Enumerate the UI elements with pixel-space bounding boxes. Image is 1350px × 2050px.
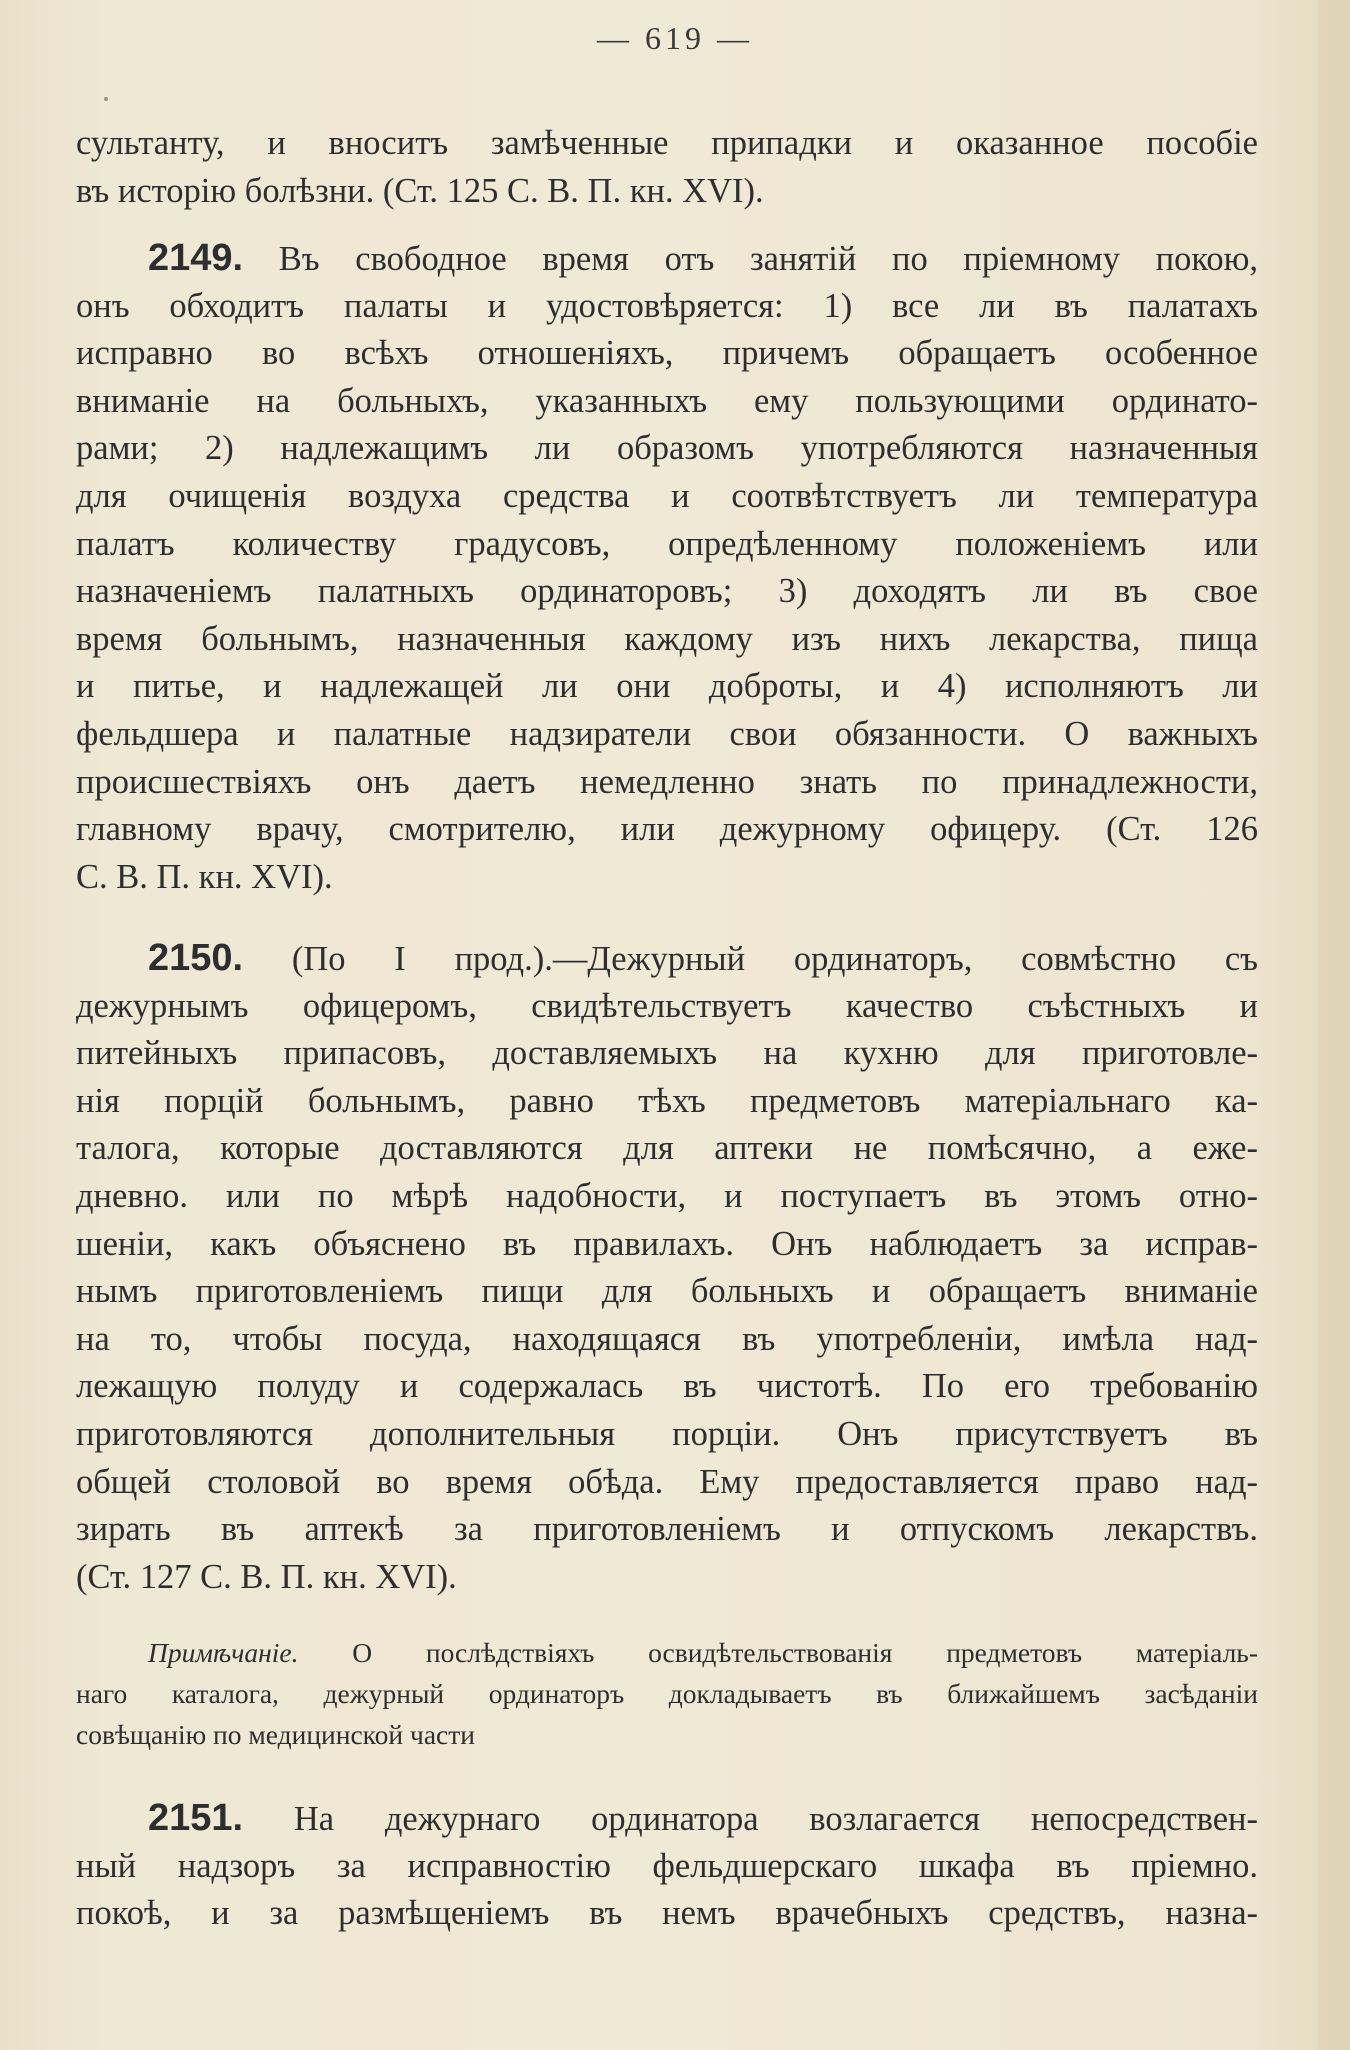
text-line: талога, которые доставляются для аптеки не помѣсячно, а еже- <box>76 1129 1258 1168</box>
text-line: С. В. П. кн. XVI). <box>76 857 333 896</box>
text-line: онъ обходитъ палаты и удостовѣряется: 1) все ли въ палатахъ <box>76 286 1258 325</box>
page-edge-shadow <box>1318 0 1350 2050</box>
lead-paragraph <box>76 120 1258 215</box>
text-line: шеніи, какъ объяснено въ правилахъ. Онъ наблюдаетъ за исправ- <box>76 1224 1258 1263</box>
text-line: происшествіяхъ онъ даетъ немедленно знать по принадлежности, <box>76 762 1258 801</box>
text-line: лежащую полуду и содержалась въ чистотѣ. По его требованію <box>76 1367 1258 1406</box>
text-fragment: (По I прод.).—Дежурный ординаторъ, совмѣстно съ <box>291 940 1258 978</box>
text-line: въ исторію болѣзни. (Ст. 125 С. В. П. кн. XVI). <box>76 171 764 210</box>
article-number: 2151. <box>148 1797 244 1839</box>
text-line: дневно. или по мѣрѣ надобности, и поступаетъ въ этомъ отно- <box>76 1176 1258 1215</box>
text-fragment: О послѣдствіяхъ освидѣтельствованія предметовъ матеріаль- <box>352 1637 1258 1668</box>
article-2151 <box>76 1795 1258 1938</box>
text-line: рами; 2) надлежащимъ ли образомъ употребляются назначенныя <box>76 429 1258 468</box>
text-line: ный надзоръ за исправностію фельдшерскаго шкафа въ пріемно. <box>76 1846 1258 1885</box>
text-line <box>76 235 1258 283</box>
text-line <box>76 1632 1258 1673</box>
text-line: дежурнымъ офицеромъ, свидѣтельствуетъ качество съѣстныхъ и <box>76 986 1258 1025</box>
text-fragment: На дежурнаго ординатора возлагается непосредствен- <box>293 1800 1258 1838</box>
text-line: главному врачу, смотрителю, или дежурному офицеру. (Ст. 126 <box>76 810 1258 849</box>
article-number: 2150. <box>148 937 244 979</box>
text-line: питейныхъ припасовъ, доставляемыхъ на кухню для приготовле- <box>76 1034 1258 1073</box>
text-line: вниманіе на больныхъ, указанныхъ ему пользующими ординато- <box>76 381 1258 420</box>
text-line: на то, чтобы посуда, находящаяся въ употребленіи, имѣла над- <box>76 1319 1258 1358</box>
text-line: исправно во всѣхъ отношеніяхъ, причемъ обращаетъ особенное <box>76 334 1258 373</box>
text-line <box>76 1795 1258 1843</box>
text-line: и питье, и надлежащей ли они доброты, и 4) исполняютъ ли <box>76 667 1258 706</box>
paper-speck <box>104 97 108 101</box>
text-line: зирать въ аптекѣ за приготовленіемъ и отпускомъ лекарствъ. <box>76 1510 1258 1549</box>
text-line: совѣщанію по медицинской части <box>76 1719 475 1750</box>
text-line: приготовляются дополнительныя порціи. Онъ присутствуетъ въ <box>76 1414 1258 1453</box>
text-line: наго каталога, дежурный ординаторъ докладываетъ въ ближайшемъ засѣданіи <box>76 1678 1258 1709</box>
page-number: — 619 — <box>597 20 753 56</box>
text-fragment: Въ свободное время отъ занятій по пріемному покою, <box>278 240 1258 278</box>
text-line: нія порцій больнымъ, равно тѣхъ предметовъ матеріальнаго ка- <box>76 1081 1258 1120</box>
note-label: Примѣчаніе. <box>148 1637 299 1668</box>
text-line: назначеніемъ палатныхъ ординаторовъ; 3) доходятъ ли въ свое <box>76 572 1258 611</box>
text-line: (Ст. 127 С. В. П. кн. XVI). <box>76 1557 457 1596</box>
text-line <box>76 935 1258 983</box>
article-2149 <box>76 235 1258 901</box>
footnote-block <box>76 1632 1258 1755</box>
text-line: палатъ количеству градусовъ, опредѣленному положеніемъ или <box>76 524 1258 563</box>
text-line: сультанту, и вноситъ замѣченные припадки и оказанное пособіе <box>76 124 1258 162</box>
text-line: фельдшера и палатные надзиратели свои обязанности. О важныхъ <box>76 714 1258 753</box>
text-line: покоѣ, и за размѣщеніемъ въ немъ врачебныхъ средствъ, назна- <box>76 1894 1258 1933</box>
article-2150 <box>76 935 1258 1601</box>
text-line: время больнымъ, назначенныя каждому изъ нихъ лекарства, пища <box>76 619 1258 658</box>
text-line: нымъ приготовленіемъ пищи для больныхъ и обращаетъ вниманіе <box>76 1272 1258 1311</box>
article-number: 2149. <box>148 237 244 279</box>
text-line: для очищенія воздуха средства и соотвѣтствуетъ ли температура <box>76 476 1258 515</box>
text-line: общей столовой во время обѣда. Ему предоставляется право над- <box>76 1462 1258 1501</box>
